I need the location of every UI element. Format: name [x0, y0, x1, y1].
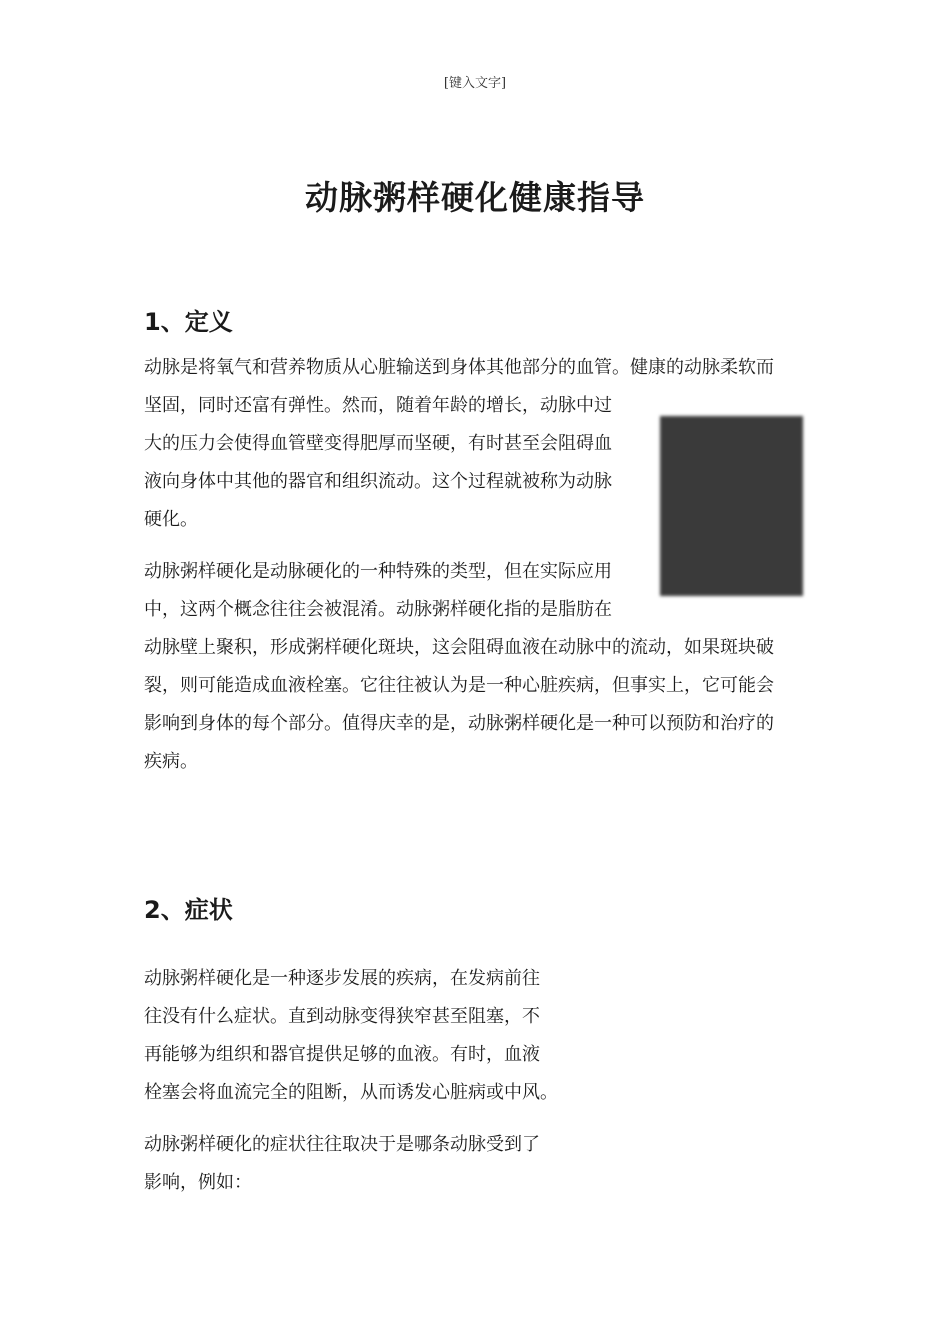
symptoms-paragraph-1-line-2: 往没有什么症状。直到动脉变得狭窄甚至阻塞，不: [144, 1006, 540, 1027]
document-title: 动脉粥样硬化健康指导: [305, 178, 645, 217]
definition-paragraph-1-line-4: 液向身体中其他的器官和组织流动。这个过程就被称为动脉: [144, 471, 612, 492]
definition-paragraph-2-line-1: 动脉粥样硬化是动脉硬化的一种特殊的类型，但在实际应用: [144, 561, 612, 582]
blurred-image: [660, 416, 803, 596]
definition-paragraph-2-line-4: 裂，则可能造成血液栓塞。它往往被认为是一种心脏疾病，但事实上，它可能会: [144, 675, 774, 696]
page-header-note: [键入文字]: [443, 76, 507, 91]
symptoms-paragraph-1-line-1: 动脉粥样硬化是一种逐步发展的疾病，在发病前往: [144, 968, 540, 989]
section-heading-definition: 1、定义: [144, 308, 233, 336]
symptoms-paragraph-2-line-2: 影响，例如：: [144, 1172, 252, 1193]
definition-paragraph-1-line-5: 硬化。: [144, 509, 198, 530]
definition-paragraph-2-line-5: 影响到身体的每个部分。值得庆幸的是，动脉粥样硬化是一种可以预防和治疗的: [144, 713, 774, 734]
definition-paragraph-1-line-1: 动脉是将氧气和营养物质从心脏输送到身体其他部分的血管。健康的动脉柔软而: [144, 357, 774, 378]
symptoms-paragraph-2-line-1: 动脉粥样硬化的症状往往取决于是哪条动脉受到了: [144, 1134, 540, 1155]
definition-paragraph-2-line-3: 动脉壁上聚积，形成粥样硬化斑块，这会阻碍血液在动脉中的流动，如果斑块破: [144, 637, 774, 658]
section-heading-symptoms: 2、症状: [144, 896, 233, 924]
definition-paragraph-2-line-6: 疾病。: [144, 751, 198, 772]
definition-paragraph-1-line-3: 大的压力会使得血管壁变得肥厚而坚硬，有时甚至会阻碍血: [144, 433, 612, 454]
symptoms-paragraph-1-line-3: 再能够为组织和器官提供足够的血液。有时，血液: [144, 1044, 540, 1065]
definition-paragraph-2-line-2: 中，这两个概念往往会被混淆。动脉粥样硬化指的是脂肪在: [144, 599, 612, 620]
symptoms-paragraph-1-line-4: 栓塞会将血流完全的阻断，从而诱发心脏病或中风。: [144, 1082, 558, 1103]
definition-paragraph-1-line-2: 坚固，同时还富有弹性。然而，随着年龄的增长，动脉中过: [144, 395, 612, 416]
